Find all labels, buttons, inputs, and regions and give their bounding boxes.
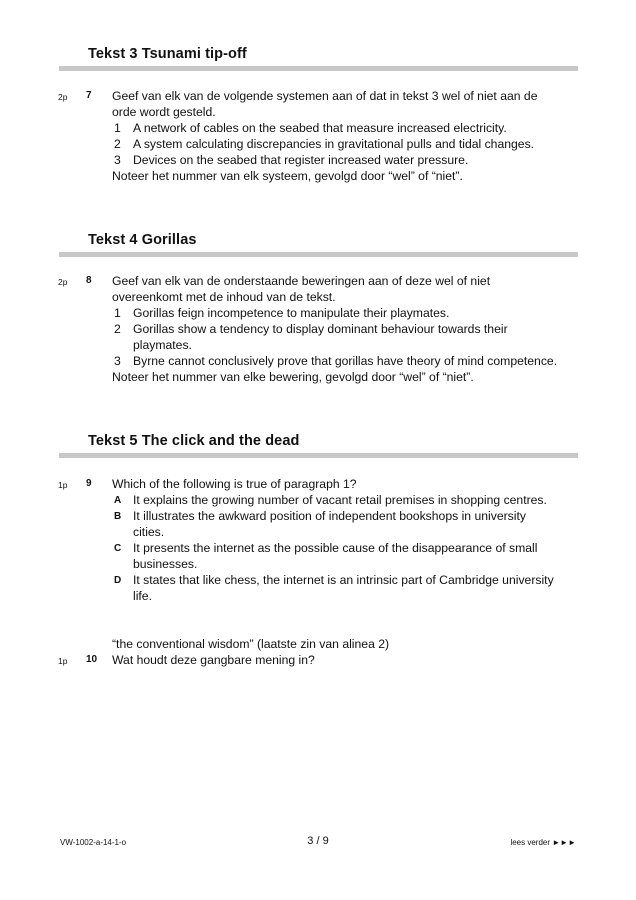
footer-page-number: 3 / 9	[307, 835, 329, 847]
question-instruction: Noteer het nummer van elk systeem, gevolgd door “wel” of “niet”.	[112, 169, 463, 183]
question-points: 1p	[58, 480, 68, 490]
item-label: 2	[114, 322, 121, 336]
section-title-tekst-5: Tekst 5 The click and the dead	[88, 433, 300, 449]
item-text: A network of cables on the seabed that measure increased electricity.	[133, 121, 507, 135]
question-10	[58, 652, 558, 668]
question-10-quote: “the conventional wisdom” (laatste zin van alinea 2)	[112, 637, 390, 651]
question-text: Wat houdt deze gangbare mening in?	[112, 653, 315, 667]
item-text: Gorillas show a tendency to display dominant behaviour towards their playmates.	[133, 322, 508, 352]
question-number: 7	[86, 90, 92, 101]
question-points: 1p	[58, 656, 68, 666]
item-label: 1	[114, 306, 121, 320]
item-label: 2	[114, 137, 121, 151]
question-number: 9	[86, 478, 92, 489]
question-8	[58, 273, 558, 385]
item-label: 3	[114, 153, 121, 167]
question-intro: Geef van elk van de volgende systemen aan of dat in tekst 3 wel of niet aan de orde wordt gesteld.	[112, 89, 538, 119]
section-divider	[59, 252, 578, 257]
item-label: 3	[114, 354, 121, 368]
answer-option-b	[112, 508, 558, 540]
list-item	[112, 120, 558, 136]
question-points: 2p	[58, 277, 68, 287]
list-item	[112, 321, 558, 353]
question-intro: Which of the following is true of paragraph 1?	[112, 477, 357, 491]
section-title-tekst-3: Tekst 3 Tsunami tip-off	[88, 46, 247, 62]
question-intro: Geef van elk van de onderstaande beweringen aan of deze wel of niet overeenkomt met de inhoud van de tekst.	[112, 274, 491, 304]
section-divider	[59, 66, 578, 71]
item-label: 1	[114, 121, 121, 135]
list-item	[112, 136, 558, 152]
question-9	[58, 476, 558, 604]
option-label: C	[114, 543, 122, 554]
answer-option-d	[112, 572, 558, 604]
section-divider	[59, 453, 578, 458]
item-text: Gorillas feign incompetence to manipulate their playmates.	[133, 306, 450, 320]
footer-continue: lees verder ►►►	[510, 838, 576, 847]
option-text: It presents the internet as the possible cause of the disappearance of small businesses.	[133, 541, 538, 571]
option-text: It illustrates the awkward position of independent bookshops in university cities.	[133, 509, 526, 539]
item-text: Byrne cannot conclusively prove that gorillas have theory of mind competence.	[133, 354, 558, 368]
option-label: B	[114, 511, 122, 522]
list-item	[112, 353, 558, 369]
option-text: It explains the growing number of vacant retail premises in shopping centres.	[133, 493, 547, 507]
question-number: 8	[86, 275, 92, 286]
option-label: A	[114, 495, 122, 506]
question-number: 10	[86, 654, 98, 665]
option-label: D	[114, 575, 122, 586]
answer-option-c	[112, 540, 558, 572]
footer-document-code: VW-1002-a-14-1-o	[60, 838, 127, 847]
list-item	[112, 152, 558, 168]
item-text: A system calculating discrepancies in gravitational pulls and tidal changes.	[133, 137, 535, 151]
list-item	[112, 305, 558, 321]
option-text: It states that like chess, the internet is an intrinsic part of Cambridge university life.	[133, 573, 554, 603]
question-points: 2p	[58, 92, 68, 102]
question-7	[58, 88, 558, 184]
section-title-tekst-4: Tekst 4 Gorillas	[88, 232, 197, 248]
item-text: Devices on the seabed that register increased water pressure.	[133, 153, 469, 167]
question-instruction: Noteer het nummer van elke bewering, gevolgd door “wel” of “niet”.	[112, 370, 474, 384]
answer-option-a	[112, 492, 558, 508]
